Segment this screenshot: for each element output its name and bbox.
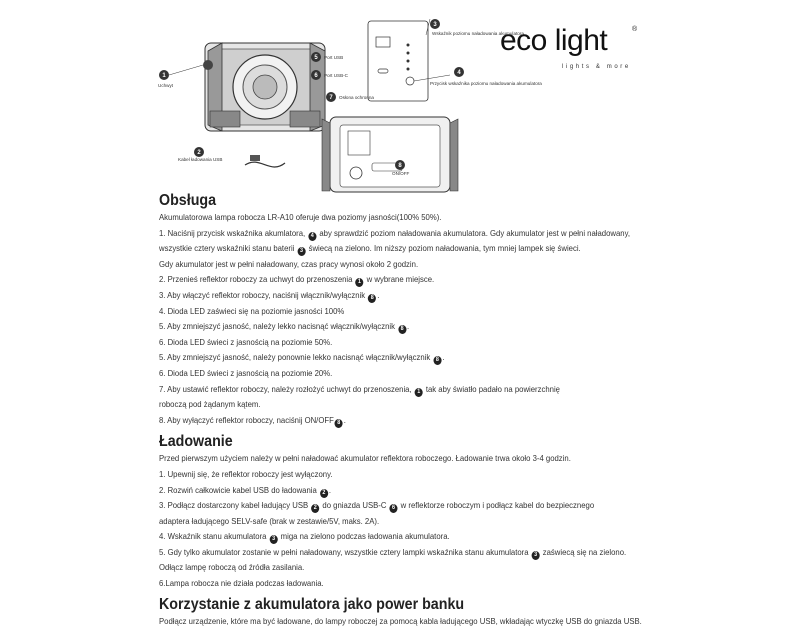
svg-text:8: 8: [398, 163, 402, 169]
badge-8: 8: [398, 325, 406, 334]
s1-line1: 1. Naciśnij przycisk wskaźnika akumlatora, 4 aby sprawdzić poziom naładowania akumulatora. Gdy akumulator jest w pełni naładowany,: [159, 227, 631, 239]
usb-cable: [178, 147, 285, 167]
s1-line8: 6. Dioda LED świeci z jasnością na poziomie 50%.: [159, 336, 333, 347]
svg-text:Przycisk wskaźnika poziomu nał: Przycisk wskaźnika poziomu naładowania akumulatora: [430, 81, 542, 86]
s2-line6: 5. Gdy tylko akumulator zostanie w pełni naładowany, wszystkie cztery lampki wskaźnika stanu akumulatora 3 zaświecą się na zielono.: [159, 546, 627, 558]
svg-text:Kabel ładowania USB: Kabel ładowania USB: [178, 157, 223, 162]
svg-text:5: 5: [314, 55, 318, 61]
section-title-ladowanie: Ładowanie: [159, 433, 233, 451]
badge-2: 2: [320, 489, 328, 498]
s2-line8: 6.Lampa robocza nie działa podczas ładowania.: [159, 578, 324, 589]
svg-text:Wskaźnik poziomu naładowania a: Wskaźnik poziomu naładowania akumulatora: [432, 31, 524, 36]
s1-line5: 3. Aby włączyć reflektor roboczy, naciśnij włącznik/wyłącznik 8 .: [159, 289, 380, 301]
s1-line9: 5. Aby zmniejszyć jasność, należy ponownie lekko nacisnąć włącznik/wyłącznik 8 .: [159, 352, 445, 364]
s2-line5: 4. Wskaźnik stanu akumulatora 3 miga na zielono podczas ładowania akumulatora.: [159, 531, 450, 543]
s2-line7: Odłącz lampę roboczą od źródła zasilania.: [159, 562, 305, 573]
section-title-power-bank: Korzystanie z akumulatora jako power banku: [159, 595, 465, 613]
svg-text:4: 4: [457, 70, 461, 76]
badge-1: 1: [415, 388, 423, 397]
s1-line13: 8. Aby wyłączyć reflektor roboczy, naciśnij ON/OFF 8 .: [159, 414, 346, 426]
logo-subtitle: lights & more: [562, 64, 631, 70]
callout-1: [158, 65, 203, 88]
logo-registered: ®: [632, 26, 638, 33]
badge-8: 8: [433, 356, 441, 365]
s2-intro: Przed pierwszym użyciem należy w pełni naładować akumulator reflektora roboczego. Ładowanie trwa około 3-4 godzin.: [159, 453, 571, 464]
svg-text:2: 2: [197, 150, 201, 156]
svg-text:6: 6: [314, 73, 318, 79]
lamp-front-view: [203, 43, 325, 131]
svg-text:ON/OFF: ON/OFF: [392, 171, 410, 176]
s2-line1: 1. Upewnij się, że reflektor roboczy jest wyłączony.: [159, 468, 333, 479]
badge-2: 2: [311, 504, 319, 513]
badge-3: 3: [297, 247, 305, 256]
s2-line2: 2. Rozwiń całkowicie kabel USB do ładowania 2 .: [159, 484, 331, 496]
s2-line4: adaptera ładującego SELV-safe (brak w zestawie/5V, maks. 2A).: [159, 515, 380, 526]
s1-line2: wszystkie cztery wskaźniki stanu baterii 3 świecą na zielono. Im niższy poziom naładowania, tym mniej lampek się świeci.: [159, 243, 581, 255]
svg-text:Port USB-C: Port USB-C: [324, 73, 348, 78]
s1-line6: 4. Dioda LED zaświeci się na poziomie jasności 100%: [159, 305, 345, 316]
s1-line4: 2. Przenieś reflektor roboczy za uchwyt do przenoszenia 1 w wybrane miejsce.: [159, 274, 435, 286]
logo-text: eco light: [500, 24, 608, 57]
s1-line7: 5. Aby zmniejszyć jasność, należy lekko nacisnąć włącznik/wyłącznik 8 .: [159, 321, 410, 333]
s1-line11: 7. Aby ustawić reflektor roboczy, należy rozłożyć uchwyt do przenoszenia, 1 tak aby światło padało na powierzchnię: [159, 383, 560, 395]
s1-line12: roboczą pod żądanym kątem.: [159, 399, 261, 410]
svg-text:Port USB: Port USB: [324, 55, 344, 60]
s1-line3: Gdy akumulator jest w pełni naładowany, czas pracy wynosi około 2 godzin.: [159, 258, 419, 269]
badge-3: 3: [532, 551, 540, 560]
s3-line1: Podłącz urządzenie, które ma być ładowane, do lampy roboczej za pomocą kabla ładującego USB, wkładając wtyczkę USB do gniazda USB.: [159, 615, 642, 626]
badge-6: 6: [390, 504, 398, 513]
svg-text:7: 7: [329, 95, 333, 101]
badge-8: 8: [335, 419, 343, 428]
svg-text:Uchwyt: Uchwyt: [158, 83, 174, 88]
instruction-text: [159, 191, 659, 629]
badge-8: 8: [368, 294, 376, 303]
s2-line3: 3. Podłącz dostarczony kabel ładujący USB 2 do gniazda USB-C 6 w reflektorze roboczym i podłącz kabel do bezpiecznego: [159, 500, 595, 512]
lamp-back-view: [322, 117, 458, 192]
ecolight-logo: [500, 24, 640, 74]
badge-4: 4: [308, 232, 316, 241]
s1-line10: 6. Dioda LED świeci z jasnością na poziomie 20%.: [159, 367, 333, 378]
s1-intro: Akumulatorowa lampa robocza LR-A10 oferuje dwa poziomy jasności(100% 50%).: [159, 212, 442, 222]
section-title-obsluga: Obsługa: [159, 192, 217, 209]
badge-1: 1: [356, 278, 364, 287]
badge-3: 3: [270, 535, 278, 544]
svg-text:1: 1: [162, 73, 166, 79]
svg-text:Osłona ochronna: Osłona ochronna: [339, 95, 374, 100]
svg-text:3: 3: [433, 22, 437, 28]
